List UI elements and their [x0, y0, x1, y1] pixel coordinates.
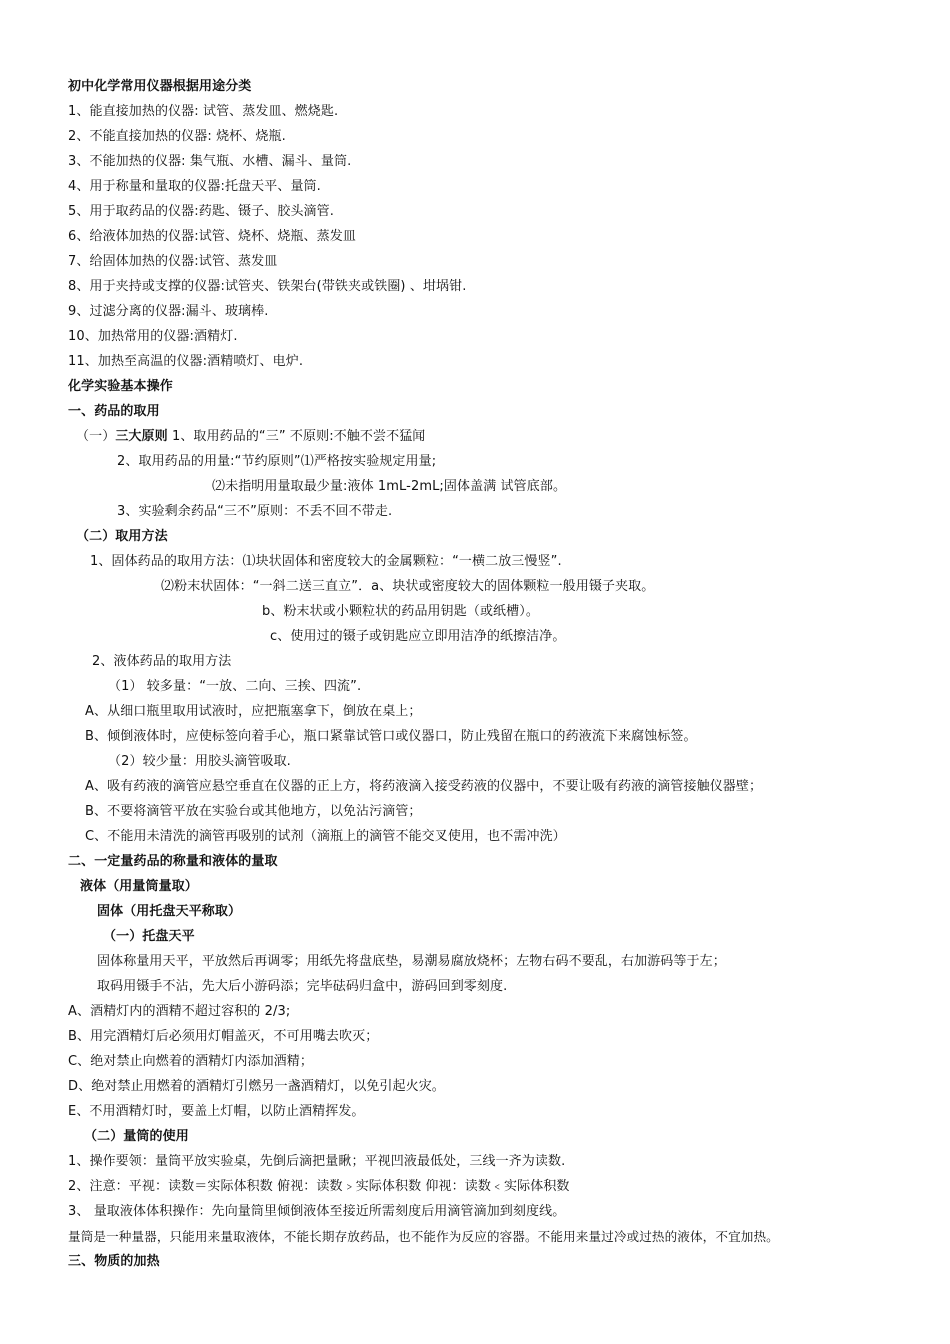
- section-heading-drug-taking: 一、药品的取用: [68, 404, 160, 419]
- liquid-measure-label: 液体（用量筒量取）: [80, 879, 198, 894]
- lamp-rule-a: A、酒精灯内的酒精不超过容积的 2/3;: [68, 1004, 291, 1019]
- instrument-item-3: 3、不能加热的仪器: 集气瓶、水槽、漏斗、量筒.: [68, 154, 352, 169]
- cylinder-rule-3: 3、 量取液体体积操作：先向量筒里倾倒液体至接近所需刻度后用滴管滴加到刻度线。: [68, 1204, 566, 1219]
- solid-method-line-1: 1、固体药品的取用方法：⑴块状固体和密度较大的金属颗粒：“一横二放三慢竖”.: [90, 554, 562, 569]
- solid-weigh-label: 固体（用托盘天平称取）: [97, 904, 242, 919]
- liquid-rule-a: A、从细口瓶里取用试液时，应把瓶塞拿下，倒放在桌上；: [85, 704, 422, 719]
- liquid-small-amount: （2）较少量：用胶头滴管吸取.: [108, 754, 291, 769]
- balance-rhyme-1: 固体称量用天平，平放然后再调零；用纸先将盘底垫，易潮易腐放烧杯；左物右码不要乱，右加游码等于左；: [97, 954, 726, 969]
- subsection-heading-balance: （一）托盘天平: [103, 929, 195, 944]
- subsection-heading-cylinder: （二）量筒的使用: [84, 1129, 189, 1144]
- principle-prefix: （一）: [76, 429, 116, 444]
- cylinder-rule-2: 2、注意：平视：读数＝实际体积数 俯视：读数﹥实际体积数 仰视：读数﹤实际体积数: [68, 1179, 570, 1194]
- principle-line-2: 2、取用药品的用量:“节约原则”⑴严格按实验规定用量;: [117, 454, 437, 469]
- section-heading-measuring: 二、一定量药品的称量和液体的量取: [68, 854, 278, 869]
- principle-line-2b: ⑵未指明用量取最少量:液体 1mL-2mL;固体盖满 试管底部。: [212, 479, 567, 494]
- instrument-item-1: 1、能直接加热的仪器: 试管、蒸发皿、燃烧匙.: [68, 104, 339, 119]
- instrument-item-2: 2、不能直接加热的仪器: 烧杯、烧瓶.: [68, 129, 286, 144]
- instrument-item-6: 6、给液体加热的仪器:试管、烧杯、烧瓶、蒸发皿: [68, 229, 356, 244]
- instrument-item-8: 8、用于夹持或支撑的仪器:试管夹、铁架台(带铁夹或铁圈) 、坩埚钳.: [68, 279, 467, 294]
- principle-line-1: [76, 428, 425, 446]
- principle-line-3: 3、实验剩余药品“三不”原则：不丢不回不带走.: [117, 504, 393, 519]
- liquid-large-amount: （1） 较多量：“一放、二向、三挨、四流”.: [108, 679, 362, 694]
- instrument-item-10: 10、加热常用的仪器:酒精灯.: [68, 329, 238, 344]
- instrument-item-4: 4、用于称量和量取的仪器:托盘天平、量筒.: [68, 179, 321, 194]
- instrument-item-11: 11、加热至高温的仪器:酒精喷灯、电炉.: [68, 354, 304, 369]
- solid-method-line-4: c、使用过的镊子或钥匙应立即用洁净的纸擦洁净。: [270, 629, 566, 644]
- instrument-item-5: 5、用于取药品的仪器:药匙、镊子、胶头滴管.: [68, 204, 334, 219]
- principle-rule-1: 1、取用药品的“三” 不原则:不触不尝不猛闻: [167, 429, 426, 444]
- lamp-rule-b: B、用完酒精灯后必须用灯帽盖灭，不可用嘴去吹灭；: [68, 1029, 379, 1044]
- instrument-item-7: 7、给固体加热的仪器:试管、蒸发皿: [68, 254, 278, 269]
- dropper-rule-a: A、吸有药液的滴管应悬空垂直在仪器的正上方，将药液滴入接受药液的仪器中，不要让吸有药液的滴管接触仪器壁；: [85, 779, 763, 794]
- dropper-rule-b: B、不要将滴管平放在实验台或其他地方，以免沾污滴管；: [85, 804, 422, 819]
- lamp-rule-e: E、不用酒精灯时，要盖上灯帽，以防止酒精挥发。: [68, 1104, 365, 1119]
- solid-method-line-2: ⑵粉末状固体：“一斜二送三直立”．a、块状或密度较大的固体颗粒一般用镊子夹取。: [161, 579, 655, 594]
- cylinder-note: 量筒是一种量器，只能用来量取液体，不能长期存放药品，也不能作为反应的容器。不能用来量过冷或过热的液体，不宜加热。: [68, 1229, 779, 1244]
- section-heading-heating: 三、物质的加热: [68, 1254, 160, 1269]
- subsection-heading-methods: （二）取用方法: [76, 529, 168, 544]
- principle-bold-label: 三大原则: [115, 429, 168, 444]
- instrument-item-9: 9、过滤分离的仪器:漏斗、玻璃棒.: [68, 304, 269, 319]
- liquid-method-heading: 2、液体药品的取用方法: [92, 654, 232, 669]
- lamp-rule-c: C、绝对禁止向燃着的酒精灯内添加酒精；: [68, 1054, 313, 1069]
- dropper-rule-c: C、不能用未清洗的滴管再吸别的试剂（滴瓶上的滴管不能交叉使用，也不需冲洗）: [85, 829, 566, 844]
- cylinder-rule-1: 1、操作要领：量筒平放实验桌，先倒后滴把量瞅；平视凹液最低处，三线一齐为读数.: [68, 1154, 566, 1169]
- solid-method-line-3: b、粉末状或小颗粒状的药品用钥匙（或纸槽）。: [262, 604, 539, 619]
- liquid-rule-b: B、倾倒液体时，应使标签向着手心，瓶口紧靠试管口或仪器口，防止残留在瓶口的药液流下来腐蚀标签。: [85, 729, 697, 744]
- balance-rhyme-2: 取码用镊手不沾，先大后小游码添；完毕砝码归盒中，游码回到零刻度.: [97, 979, 508, 994]
- document-title: 初中化学常用仪器根据用途分类: [68, 79, 252, 94]
- section-heading-basic-ops: 化学实验基本操作: [68, 379, 173, 394]
- lamp-rule-d: D、绝对禁止用燃着的酒精灯引燃另一盏酒精灯，以免引起火灾。: [68, 1079, 445, 1094]
